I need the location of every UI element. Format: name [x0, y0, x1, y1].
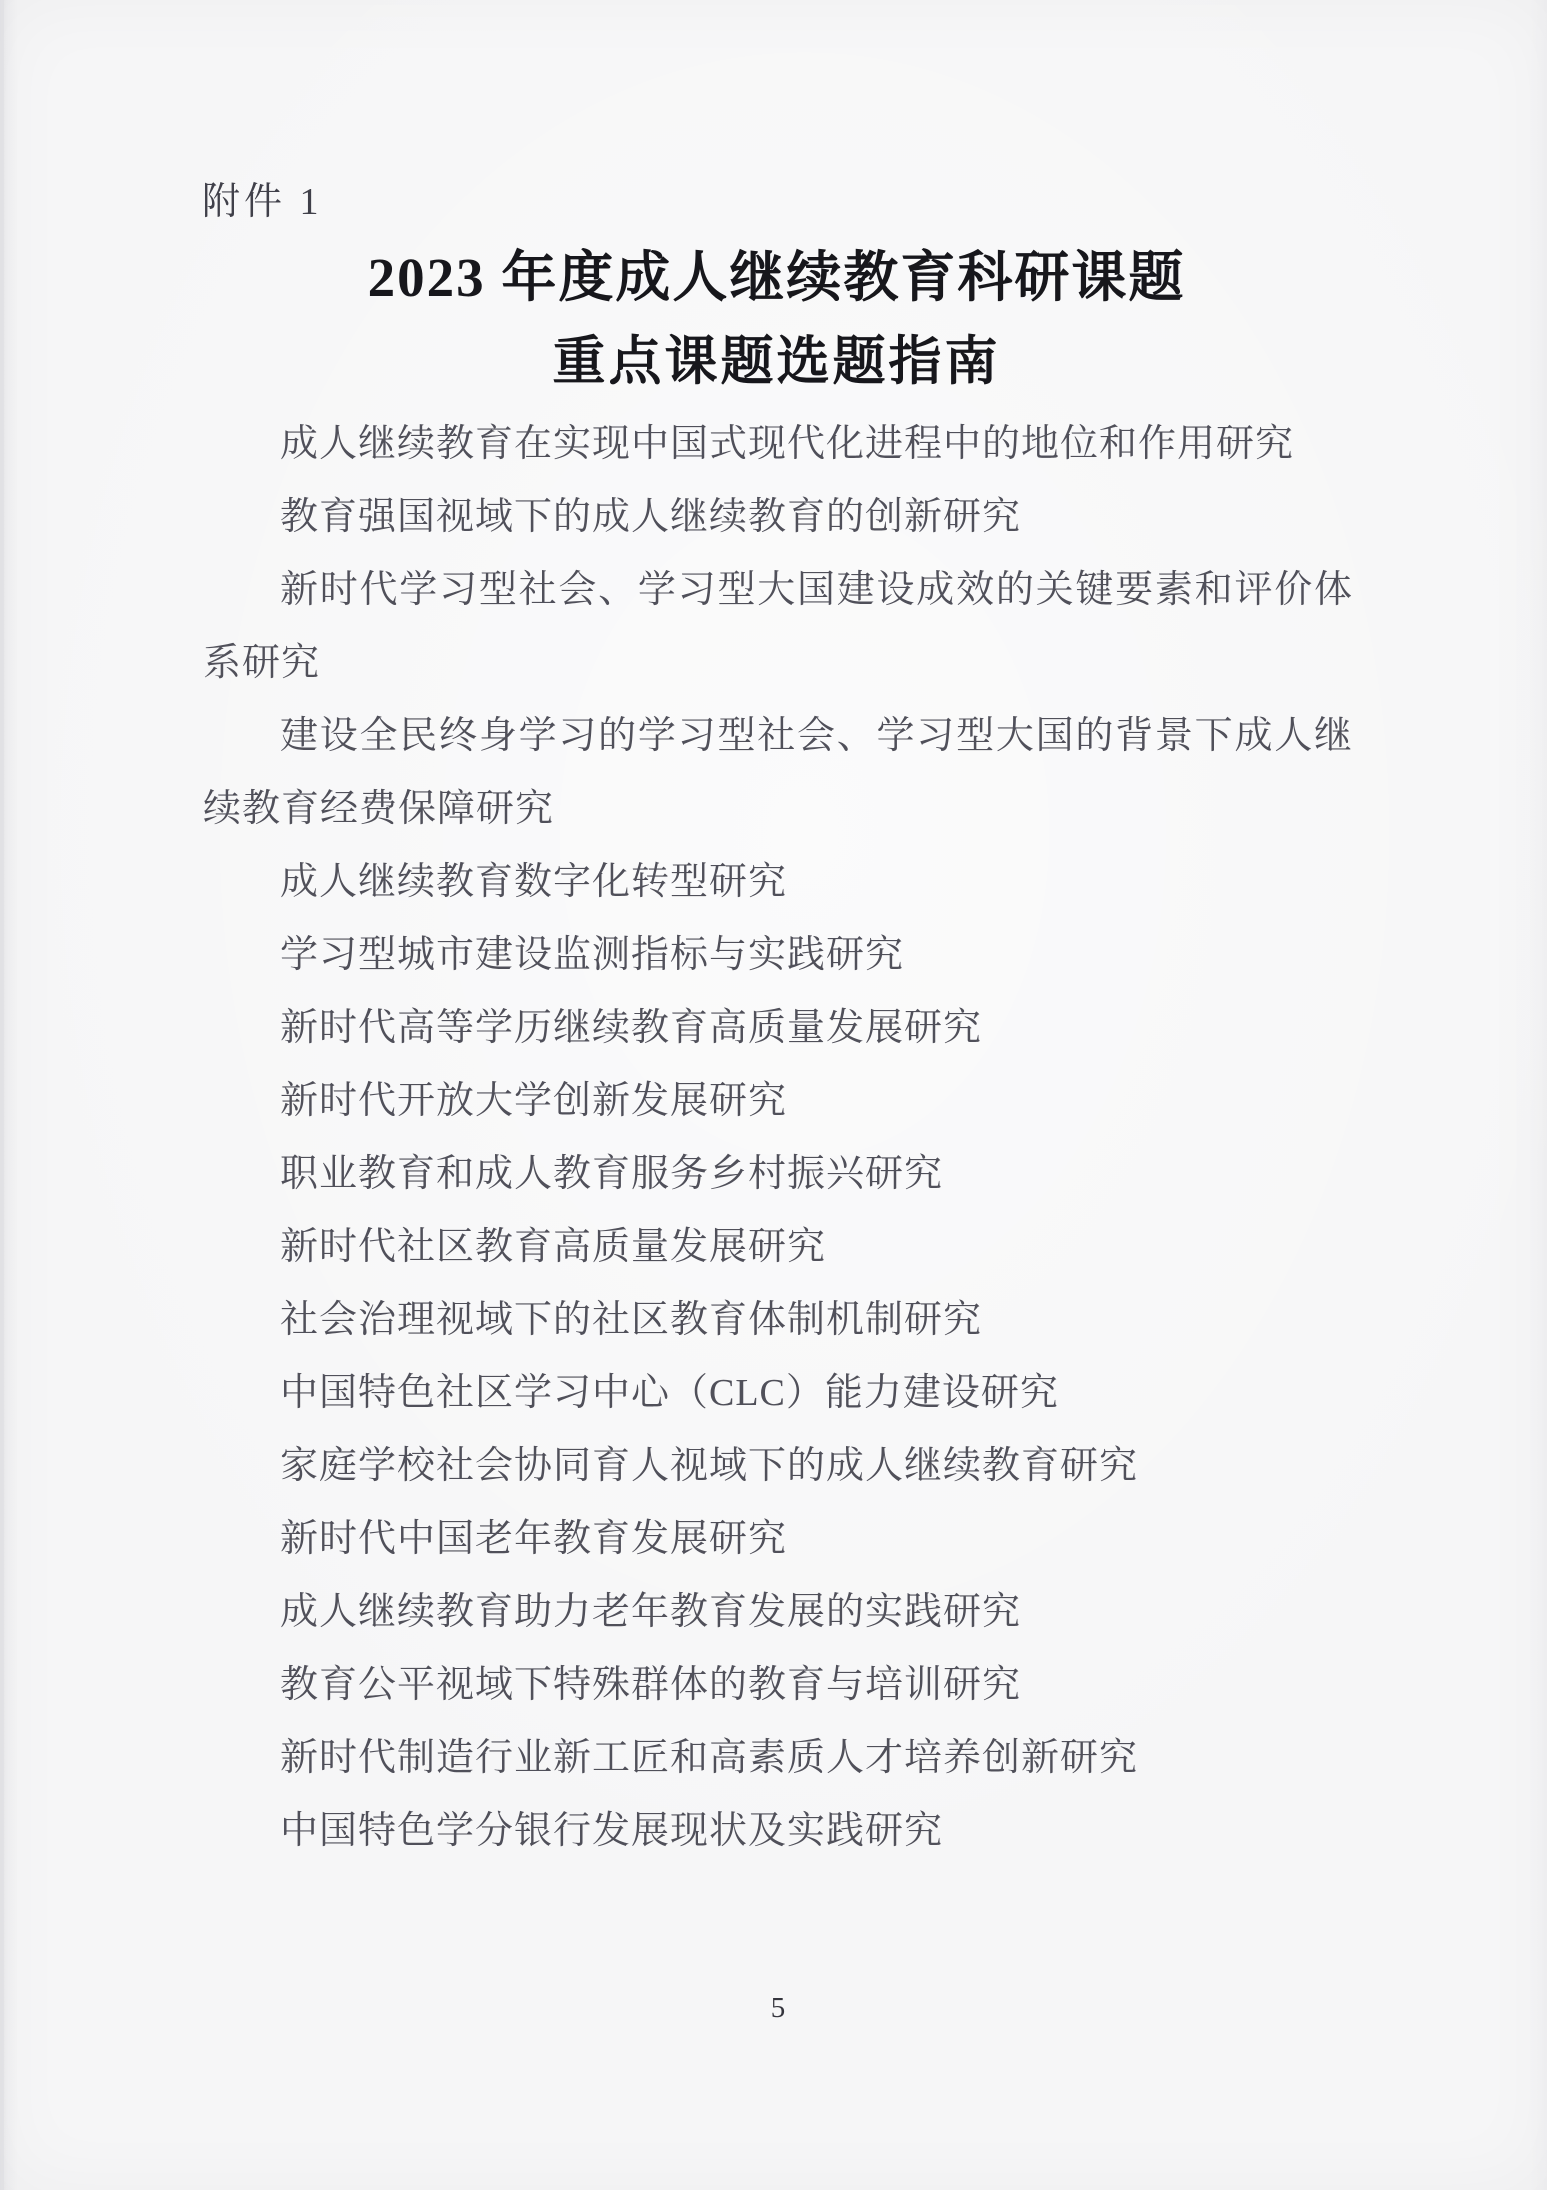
topic-line: 家庭学校社会协同育人视域下的成人继续教育研究	[280, 1445, 1139, 1487]
attachment-label: 附件 1	[202, 181, 323, 223]
topic-line: 教育强国视域下的成人继续教育的创新研究	[280, 496, 1022, 538]
topic-line: 成人继续教育在实现中国式现代化进程中的地位和作用研究	[280, 423, 1295, 465]
topic-line: 新时代学习型社会、学习型大国建设成效的关键要素和评价体	[280, 569, 1353, 611]
topic-line: 续教育经费保障研究	[203, 788, 555, 830]
page-number: 5	[770, 1992, 786, 2024]
document-title-line-1: 2023 年度成人继续教育科研课题	[367, 247, 1186, 308]
topic-line: 成人继续教育助力老年教育发展的实践研究	[280, 1591, 1022, 1633]
topic-line: 社会治理视域下的社区教育体制机制研究	[280, 1299, 983, 1341]
topic-line: 系研究	[203, 642, 321, 684]
document-title	[203, 236, 1350, 404]
topic-line: 新时代制造行业新工匠和高素质人才培养创新研究	[280, 1737, 1139, 1779]
topic-line: 建设全民终身学习的学习型社会、学习型大国的背景下成人继	[280, 715, 1353, 757]
topic-line: 中国特色学分银行发展现状及实践研究	[280, 1810, 944, 1852]
topic-line: 学习型城市建设监测指标与实践研究	[280, 934, 905, 976]
topic-line: 职业教育和成人教育服务乡村振兴研究	[280, 1153, 944, 1195]
topic-line: 成人继续教育数字化转型研究	[280, 861, 788, 903]
topic-list	[203, 408, 1353, 1868]
topic-line: 新时代开放大学创新发展研究	[280, 1080, 788, 1122]
topic-line: 中国特色社区学习中心（CLC）能力建设研究	[280, 1372, 1059, 1414]
topic-line: 新时代高等学历继续教育高质量发展研究	[280, 1007, 983, 1049]
topic-line: 新时代社区教育高质量发展研究	[280, 1226, 827, 1268]
topic-line: 教育公平视域下特殊群体的教育与培训研究	[280, 1664, 1022, 1706]
scan-edge-shadow	[0, 0, 4, 2190]
topic-line: 新时代中国老年教育发展研究	[280, 1518, 788, 1560]
document-title-line-2: 重点课题选题指南	[552, 333, 1001, 391]
